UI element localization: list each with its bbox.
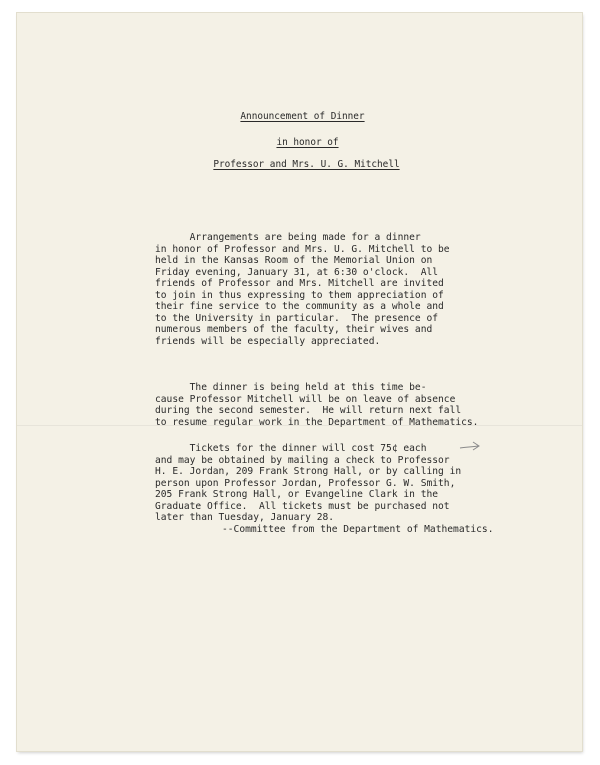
signature-committee: --Committee from the Department of Mathematics. xyxy=(222,524,494,535)
hand-drawn-arrow-icon xyxy=(459,441,481,453)
text-line: Arrangements are being made for a dinner xyxy=(155,232,421,243)
text-line: numerous members of the faculty, their wives and xyxy=(155,324,433,335)
text-line: Graduate Office. All tickets must be purchased not xyxy=(155,500,450,512)
text-line: during the second semester. He will return next fall xyxy=(155,405,462,416)
text-line: The dinner is being held at this time be- xyxy=(155,382,427,393)
text-line: held in the Kansas Room of the Memorial Union on xyxy=(155,255,433,266)
text-line: to resume regular work in the Department of Mathematics. xyxy=(155,416,479,428)
text-line: to the University in particular. The presence of xyxy=(155,312,439,324)
text-line: to join in thus expressing to them appreciation of xyxy=(155,289,444,301)
text-line: in honor of Professor and Mrs. U. G. Mitchell to be xyxy=(155,243,450,255)
title-honorees: Professor and Mrs. U. G. Mitchell xyxy=(213,159,400,170)
text-line: Tickets for the dinner will cost 75¢ each xyxy=(155,443,427,454)
text-line: their fine service to the community as a whole and xyxy=(155,301,444,312)
paragraph-arrangements xyxy=(155,232,450,347)
text-line: person upon Professor Jordan, Professor G. W. Smith, xyxy=(155,477,456,489)
title-announcement: Announcement of Dinner xyxy=(240,111,365,122)
text-line: later than Tuesday, January 28. xyxy=(155,512,335,523)
text-line: friends will be especially appreciated. xyxy=(155,335,381,347)
text-line: Friday evening, January 31, at 6:30 o'clock. All xyxy=(155,266,439,278)
document-page xyxy=(17,13,582,751)
paragraph-tickets xyxy=(155,443,461,524)
title-in-honor-of: in honor of xyxy=(276,137,339,148)
paragraph-leave-of-absence xyxy=(155,382,478,428)
text-line: cause Professor Mitchell will be on leave of absence xyxy=(155,393,456,405)
text-line: friends of Professor and Mrs. Mitchell are invited xyxy=(155,278,444,289)
text-line: H. E. Jordan, 209 Frank Strong Hall, or by calling in xyxy=(155,466,462,477)
text-line: and may be obtained by mailing a check to Professor xyxy=(155,454,450,466)
text-line: 205 Frank Strong Hall, or Evangeline Clark in the xyxy=(155,489,439,500)
